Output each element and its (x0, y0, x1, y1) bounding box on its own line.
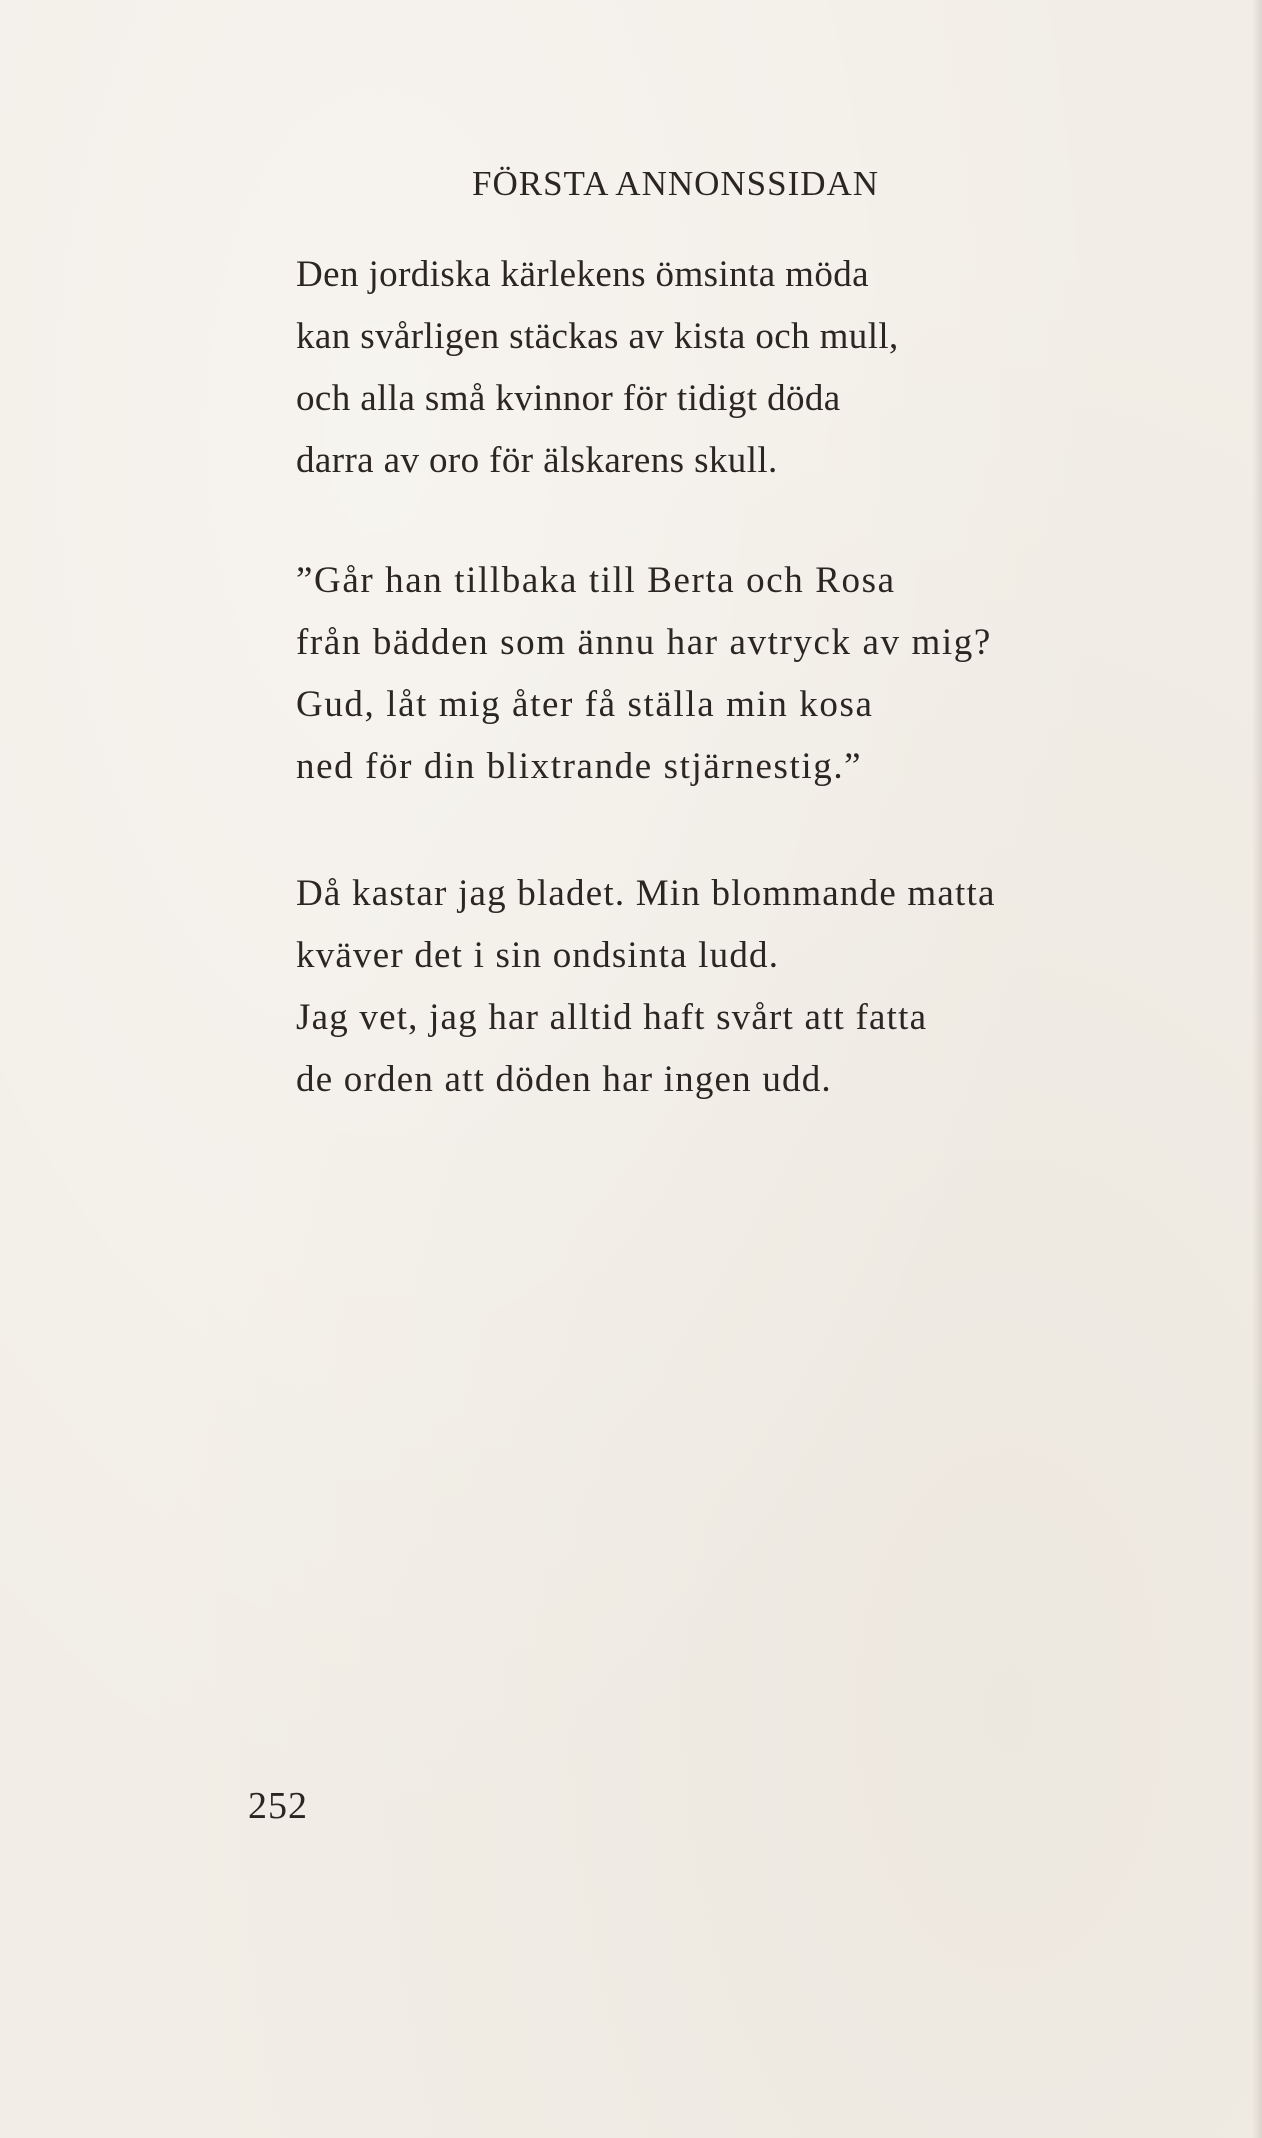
poem-line: kan svårligen stäckas av kista och mull, (296, 316, 899, 357)
poem-line: Då kastar jag bladet. Min blommande matta (296, 873, 996, 914)
poem-line: ”Går han tillbaka till Berta och Rosa (296, 560, 896, 601)
poem-line: ned för din blixtrande stjärnestig.” (296, 746, 863, 787)
poem-line: Gud, låt mig åter få ställa min kosa (296, 684, 874, 725)
page-edge-shadow (1252, 0, 1262, 2138)
page-number: 252 (248, 1785, 308, 1827)
poem-line: Den jordiska kärlekens ömsinta möda (296, 254, 869, 295)
stanza-1 (296, 244, 899, 492)
poem-line: Jag vet, jag har alltid haft svårt att fatta (296, 997, 928, 1038)
poem-line: de orden att döden har ingen udd. (296, 1059, 832, 1100)
poem-line: kväver det i sin ondsinta ludd. (296, 935, 780, 976)
stanza-2 (296, 550, 992, 798)
page-heading: FÖRSTA ANNONSSIDAN (472, 164, 880, 203)
poem-line: och alla små kvinnor för tidigt döda (296, 378, 841, 419)
poem-line: från bädden som ännu har avtryck av mig? (296, 622, 992, 663)
stanza-3 (296, 863, 996, 1111)
poem-line: darra av oro för älskarens skull. (296, 440, 778, 481)
